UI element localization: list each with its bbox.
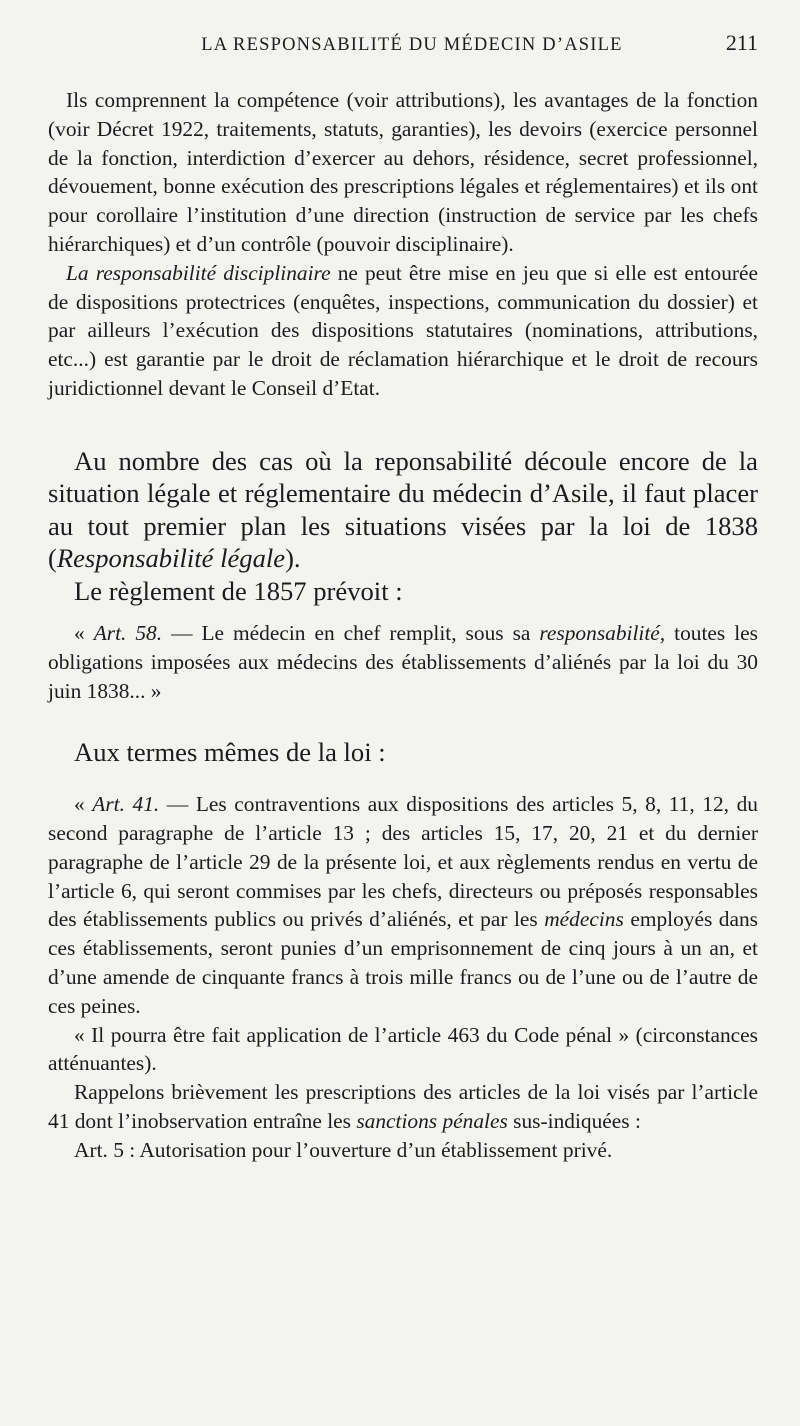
running-header	[48, 30, 758, 86]
penal-sanctions-term: sanctions pénales	[356, 1108, 508, 1133]
disciplinary-term: La responsabilité disciplinaire	[66, 260, 331, 285]
quote-art-58-text: — Le médecin en chef remplit, sous sa	[162, 621, 540, 646]
doctors-term: médecins	[544, 907, 624, 932]
paragraph-art-5: Art. 5 : Autorisation pour l’ouverture d’un établissement privé.	[74, 1137, 613, 1162]
paragraph-disciplinary	[48, 259, 758, 403]
article-41-label: Art. 41.	[92, 792, 160, 817]
paragraph-legal-situation	[48, 445, 758, 575]
quote-art-58-text-end: toutes les obligations imposées aux médecins des établissements d’aliénés par la loi du 30 juin 1838... »	[48, 621, 758, 703]
responsibility-term: responsabilité,	[539, 621, 666, 646]
quote-art-41-text: — Les contraventions aux dispositions des articles 5, 8, 11, 12, du second paragraphe de l’article 13 ; des articles 15, 17, 20, 21 et du dernier paragraphe de l’article 29 de la présente loi, et aux règlements rendus en vertu de l’article 6, qui seront commises par les chefs, directeurs ou préposés responsables des établissements publics ou privés d’aliénés, et par les	[48, 792, 758, 932]
legal-situation-text: Au nombre des cas où la reponsabilité découle encore de la situation légale et réglementaire du médecin d’Asile, il faut placer au tout premier plan les situations visées par la loi de 1838 (	[48, 445, 758, 574]
paragraph-reglement: Le règlement de 1857 prévoit :	[74, 575, 403, 606]
paragraph-terms-of-law: Aux termes mêmes de la loi :	[74, 736, 386, 767]
recall-text: Rappelons brièvement les prescriptions des articles de la loi visés par l’article 41 dont l’inobservation entraîne les	[48, 1080, 758, 1133]
legal-responsibility-term: Responsabilité légale	[56, 543, 286, 574]
quote-art-41-text-end: employés dans ces établissements, seront punies d’un emprisonnement de cinq jours à un an, et d’une amende de cinquante francs à trois mille francs ou de l’une ou de l’autre de ces peines.	[48, 907, 759, 1018]
quote-art-463: « Il pourra être fait application de l’article 463 du Code pénal » (circonstances atténuantes).	[48, 1022, 758, 1076]
running-title: LA RESPONSABILITÉ DU MÉDECIN D’ASILE	[201, 35, 623, 55]
quote-open-mark: «	[74, 621, 94, 646]
disciplinary-text: ne peut être mise en jeu que si elle est entourée de dispositions protectrices (enquêtes, inspections, communication du dossier) et par ailleurs l’exécution des dispositions statutaires (nominations, attributions, etc...) est garantie par le droit de réclamation hiérarchique et le droit de recours juridictionnel devant le Conseil d’Etat.	[48, 260, 759, 400]
article-58-label: Art. 58.	[93, 621, 163, 646]
quote-art-41	[48, 790, 758, 1020]
legal-situation-end: ).	[285, 543, 301, 574]
page-number: 211	[725, 30, 758, 55]
quote-open-mark: «	[74, 792, 93, 817]
paragraph-recall	[48, 1078, 758, 1136]
recall-end: sus-indiquées :	[507, 1108, 641, 1133]
quote-art-58	[48, 619, 758, 705]
paragraph-attributions: Ils comprennent la compétence (voir attributions), les avantages de la fonction (voir Décret 1922, traitements, statuts, garanties), les devoirs (exercice personnel de la fonction, interdiction d’exercer au dehors, résidence, secret professionnel, dévouement, bonne exécution des prescriptions légales et réglementaires) et ils ont pour corollaire l’institution d’une direction (instruction de service par les chefs hiérarchiques) et d’un contrôle (pouvoir disciplinaire).	[48, 88, 758, 256]
